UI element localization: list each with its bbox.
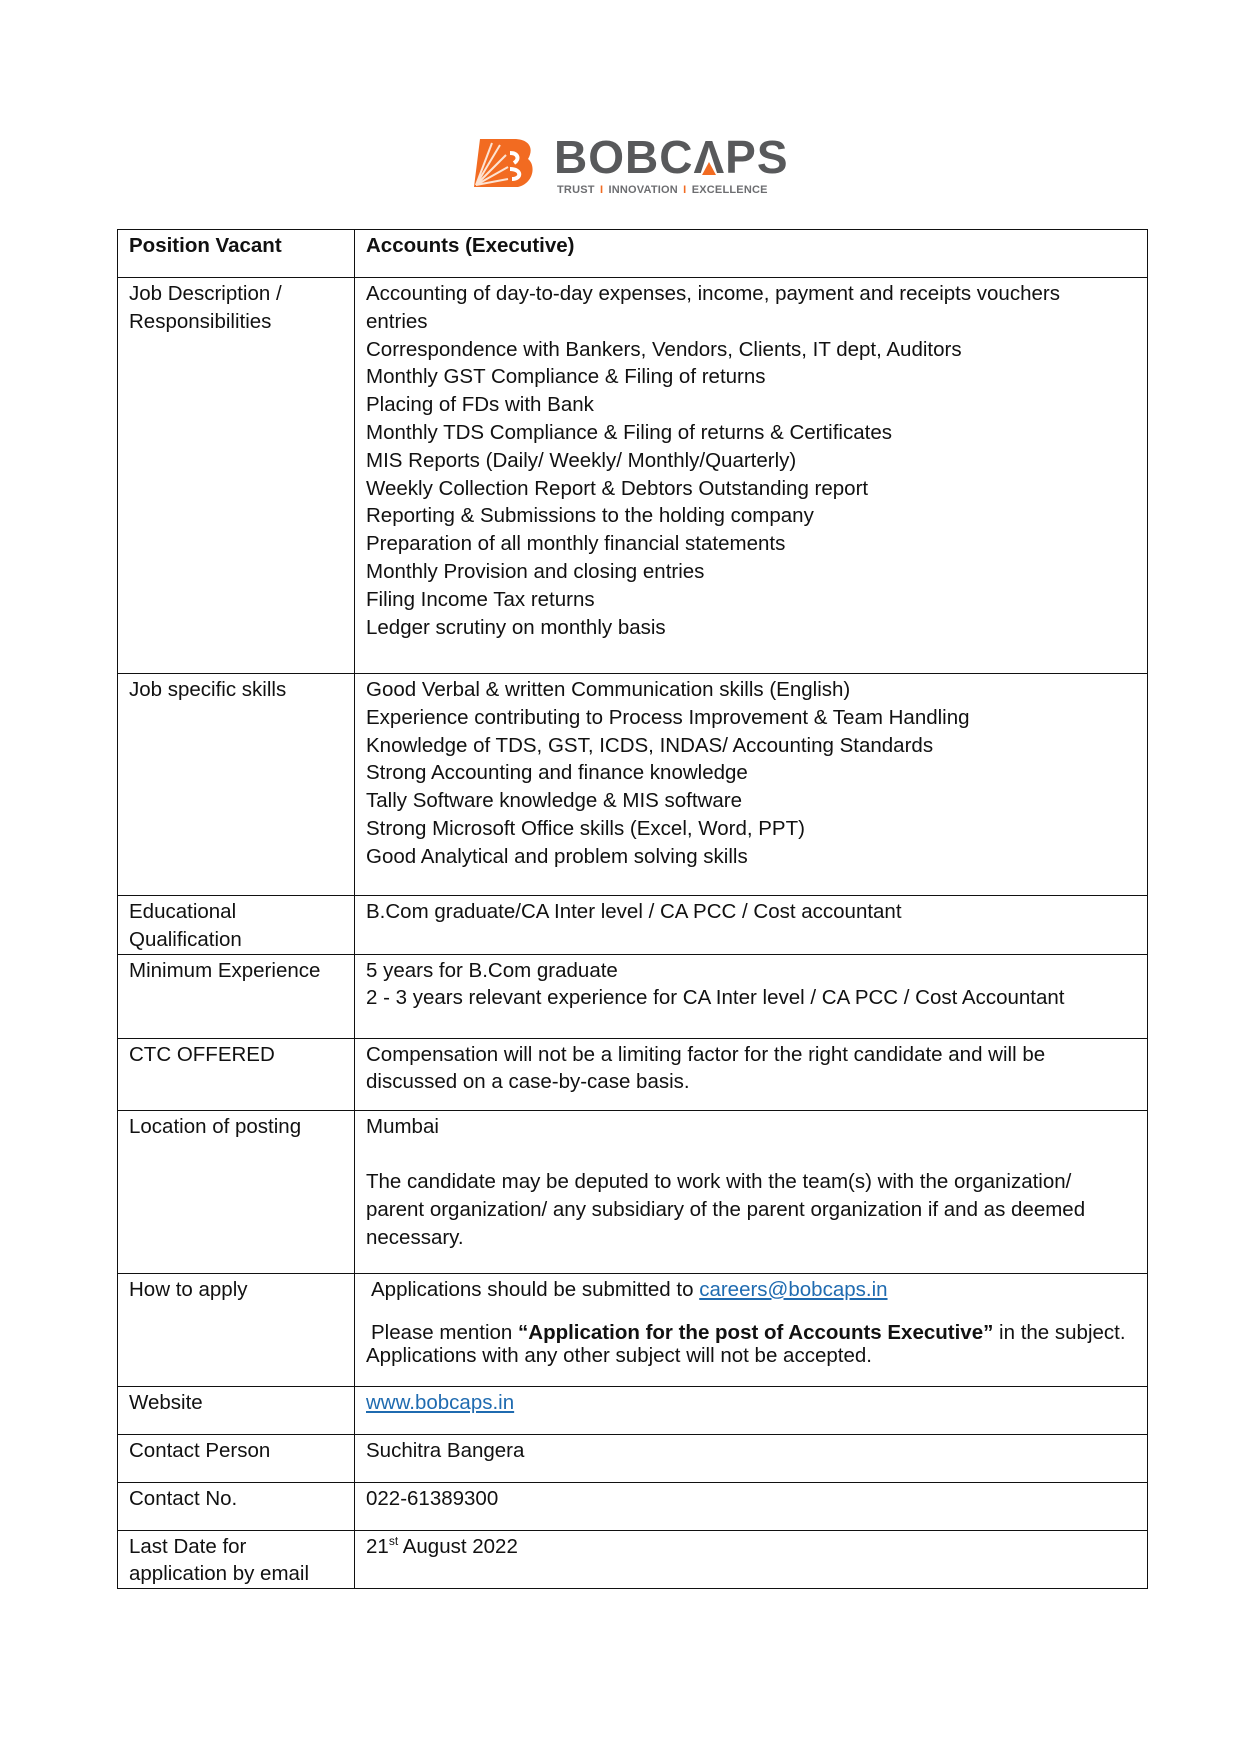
row-position-vacant <box>118 230 1148 278</box>
row-contact-person <box>118 1434 1148 1482</box>
responsibility-item: Filing Income Tax returns <box>366 587 595 611</box>
job-description-list <box>355 278 1148 674</box>
value-how-to-apply: Applications should be submitted to careers@bobcaps.in Please mention “Application for the post of Accounts Executive” in the subject. Applications with any other subject will not be accepted. <box>355 1273 1148 1386</box>
label-job-skills: Job specific skills <box>118 674 355 896</box>
label-website: Website <box>118 1386 355 1434</box>
value-contact-no: 022-61389300 <box>355 1482 1148 1530</box>
value-contact-person: Suchitra Bangera <box>355 1434 1148 1482</box>
label-experience: Minimum Experience <box>118 954 355 1038</box>
row-ctc <box>118 1038 1148 1110</box>
skill-item: Knowledge of TDS, GST, ICDS, INDAS/ Accounting Standards <box>366 733 934 757</box>
responsibility-item: Weekly Collection Report & Debtors Outstanding report <box>366 476 869 500</box>
experience-list <box>355 954 1148 1038</box>
skill-item: Experience contributing to Process Improvement & Team Handling <box>366 705 970 729</box>
label-position-vacant: Position Vacant <box>118 230 355 278</box>
skill-item: Good Analytical and problem solving skills <box>366 844 748 868</box>
logo-wordmark: BOBCΛ PS <box>554 131 789 183</box>
label-location: Location of posting <box>118 1110 355 1273</box>
location-city: Mumbai <box>366 1114 439 1138</box>
row-last-date <box>118 1530 1148 1589</box>
label-job-description: Job Description / Responsibilities <box>118 278 355 674</box>
row-how-to-apply <box>118 1273 1148 1386</box>
row-location <box>118 1110 1148 1273</box>
logo-tagline: TRUST I INNOVATION I EXCELLENCE <box>557 184 768 196</box>
row-job-description <box>118 278 1148 674</box>
skill-item: Tally Software knowledge & MIS software <box>366 789 742 813</box>
responsibility-item: Accounting of day-to-day expenses, income, payment and receipts vouchers entries <box>366 282 1060 333</box>
label-ctc: CTC OFFERED <box>118 1038 355 1110</box>
row-experience <box>118 954 1148 1038</box>
skills-list <box>355 674 1148 896</box>
skill-item: Strong Microsoft Office skills (Excel, Word, PPT) <box>366 816 805 840</box>
responsibility-item: Monthly GST Compliance & Filing of returns <box>366 365 766 389</box>
job-details-table <box>117 229 1148 1589</box>
responsibility-item: Ledger scrutiny on monthly basis <box>366 615 666 639</box>
label-contact-no: Contact No. <box>118 1482 355 1530</box>
experience-item: 2 - 3 years relevant experience for CA Inter level / CA PCC / Cost Accountant <box>366 986 1065 1010</box>
responsibility-item: Reporting & Submissions to the holding company <box>366 504 814 528</box>
value-ctc: Compensation will not be a limiting factor for the right candidate and will be discussed on a case-by-case basis. <box>355 1038 1148 1110</box>
label-education: Educational Qualification <box>118 896 355 955</box>
responsibility-item: MIS Reports (Daily/ Weekly/ Monthly/Quarterly) <box>366 448 797 472</box>
label-last-date: Last Date for application by email <box>118 1530 355 1589</box>
value-education: B.Com graduate/CA Inter level / CA PCC / Cost accountant <box>355 896 1148 955</box>
responsibility-item: Placing of FDs with Bank <box>366 393 594 417</box>
label-how-to-apply: How to apply <box>118 1273 355 1386</box>
experience-item: 5 years for B.Com graduate <box>366 958 618 982</box>
skill-item: Strong Accounting and finance knowledge <box>366 761 748 785</box>
row-contact-no <box>118 1482 1148 1530</box>
row-job-skills <box>118 674 1148 896</box>
responsibility-item: Monthly Provision and closing entries <box>366 559 705 583</box>
bob-emblem-icon <box>470 133 538 193</box>
row-education <box>118 896 1148 955</box>
skill-item: Good Verbal & written Communication skills (English) <box>366 678 851 701</box>
label-contact-person: Contact Person <box>118 1434 355 1482</box>
responsibility-item: Monthly TDS Compliance & Filing of returns & Certificates <box>366 420 892 444</box>
required-subject: “Application for the post of Accounts Executive” <box>518 1320 994 1344</box>
careers-email-link[interactable]: careers@bobcaps.in <box>699 1277 888 1301</box>
location-note: The candidate may be deputed to work with the team(s) with the organization/ parent organization/ any subsidiary of the parent organization if and as deemed necessary. <box>366 1170 1086 1249</box>
value-website <box>355 1386 1148 1434</box>
value-last-date: 21st August 2022 <box>355 1530 1148 1589</box>
value-location <box>355 1110 1148 1273</box>
logo-triangle-icon <box>702 162 716 175</box>
bobcaps-logo <box>470 130 789 205</box>
website-link[interactable]: www.bobcaps.in <box>366 1390 515 1414</box>
responsibility-item: Preparation of all monthly financial statements <box>366 532 786 556</box>
responsibility-item: Correspondence with Bankers, Vendors, Clients, IT dept, Auditors <box>366 337 962 361</box>
subject-warning: Applications with any other subject will not be accepted. <box>366 1343 872 1367</box>
value-position: Accounts (Executive) <box>355 230 1148 278</box>
row-website <box>118 1386 1148 1434</box>
